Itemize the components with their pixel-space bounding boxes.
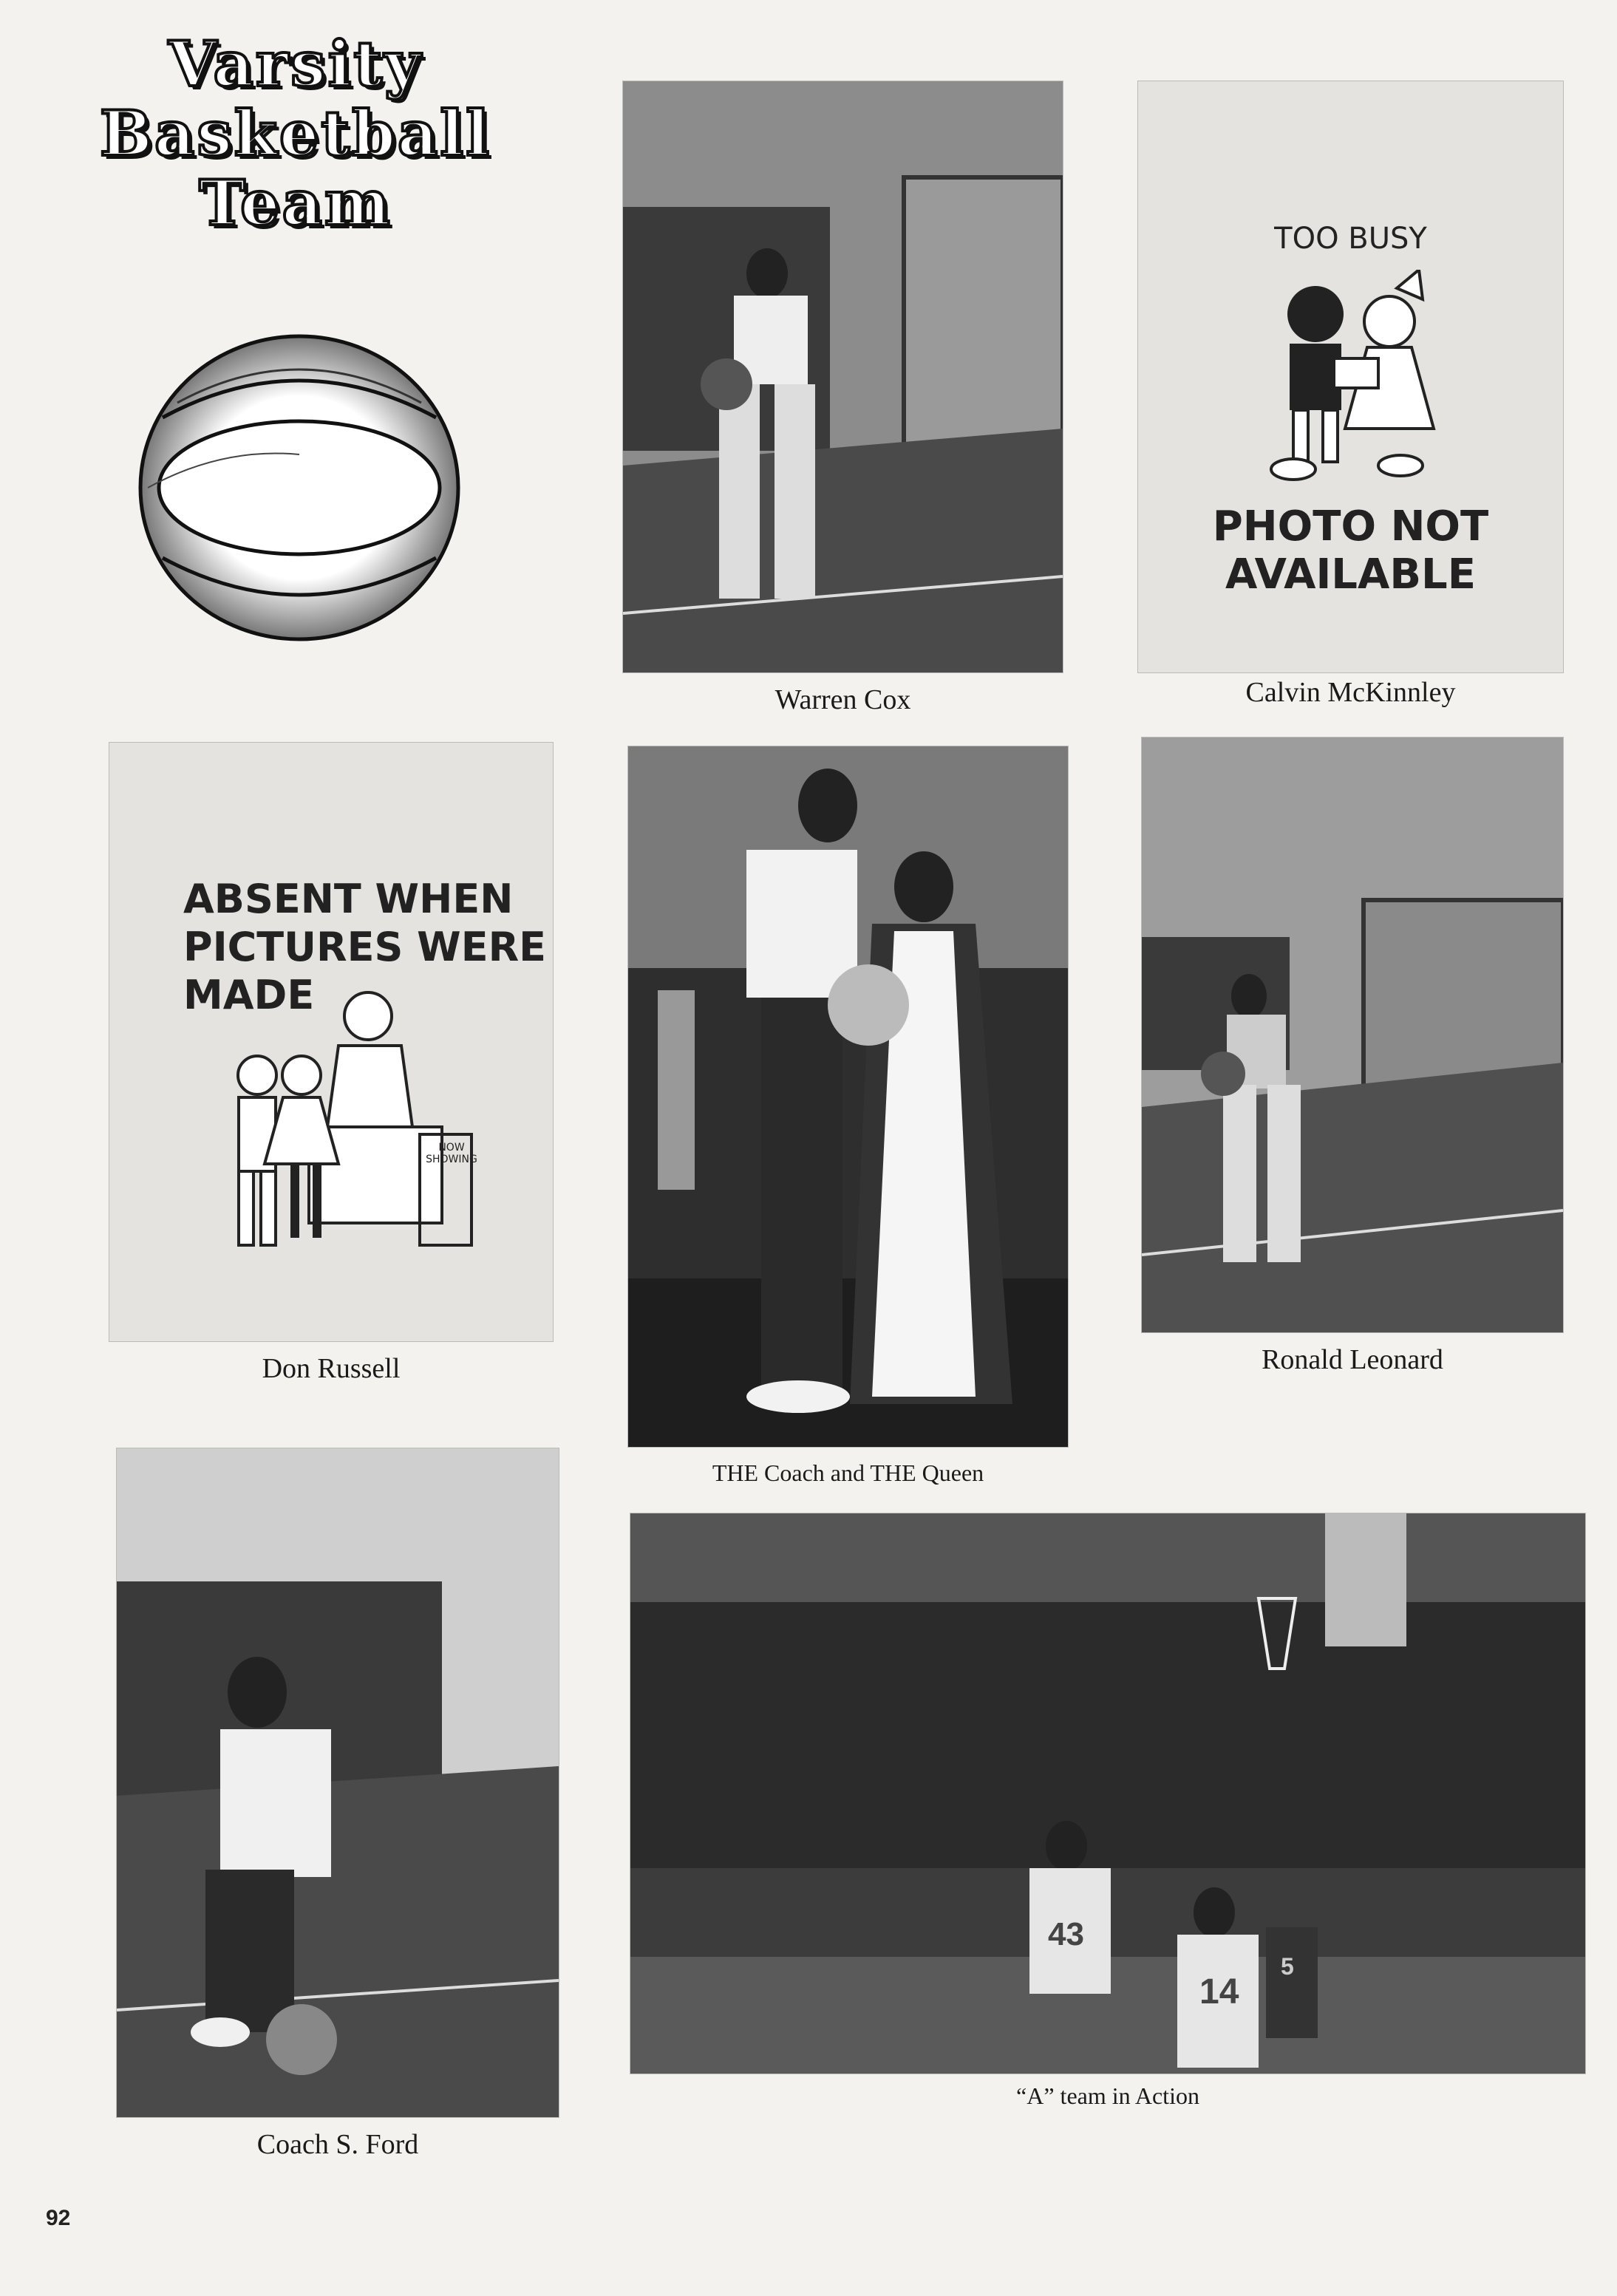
photo-coach-s-ford [117, 1448, 559, 2117]
page-number: 92 [46, 2206, 71, 2230]
title-line: Varsity [168, 27, 423, 101]
basketball-illustration [133, 329, 466, 647]
title-line: Basketball [99, 97, 492, 170]
title-line: Team [199, 166, 392, 239]
cartoon-children-illustration [1249, 270, 1456, 484]
caption-coach-and-queen: THE Coach and THE Queen [712, 1459, 984, 1486]
jersey-number: 43 [1048, 1916, 1084, 1952]
placeholder-line: ABSENT WHEN [183, 876, 514, 922]
caption-coach-s-ford: Coach S. Ford [256, 2129, 419, 2160]
photo-coach-and-queen [628, 746, 1068, 1447]
placeholder-line: PHOTO NOT [1212, 503, 1489, 551]
placeholder-top-text: TOO BUSY [1274, 222, 1427, 256]
photo-calvin-mckinnley [1138, 81, 1563, 672]
page-title [22, 27, 569, 239]
caption-warren-cox: Warren Cox [775, 684, 911, 715]
jersey-number: 5 [1281, 1953, 1294, 1980]
photo-warren-cox [623, 81, 1063, 672]
jersey-number: 14 [1199, 1972, 1239, 2011]
cartoon-theater-illustration [228, 987, 479, 1267]
photo-ronald-leonard [1142, 737, 1563, 1332]
caption-a-team-in-action: “A” team in Action [1016, 2082, 1199, 2109]
placeholder-line: AVAILABLE [1225, 551, 1476, 599]
photo-a-team-in-action [630, 1513, 1585, 2074]
now-showing-sign: NOW SHOWING [426, 1142, 477, 1165]
placeholder-line: PICTURES WERE [183, 924, 547, 970]
caption-don-russell: Don Russell [262, 1353, 401, 1384]
caption-calvin-mckinnley: Calvin McKinnley [1245, 677, 1456, 708]
photo-don-russell [109, 743, 553, 1341]
placeholder-line: MADE [183, 972, 315, 1018]
caption-ronald-leonard: Ronald Leonard [1262, 1344, 1443, 1375]
